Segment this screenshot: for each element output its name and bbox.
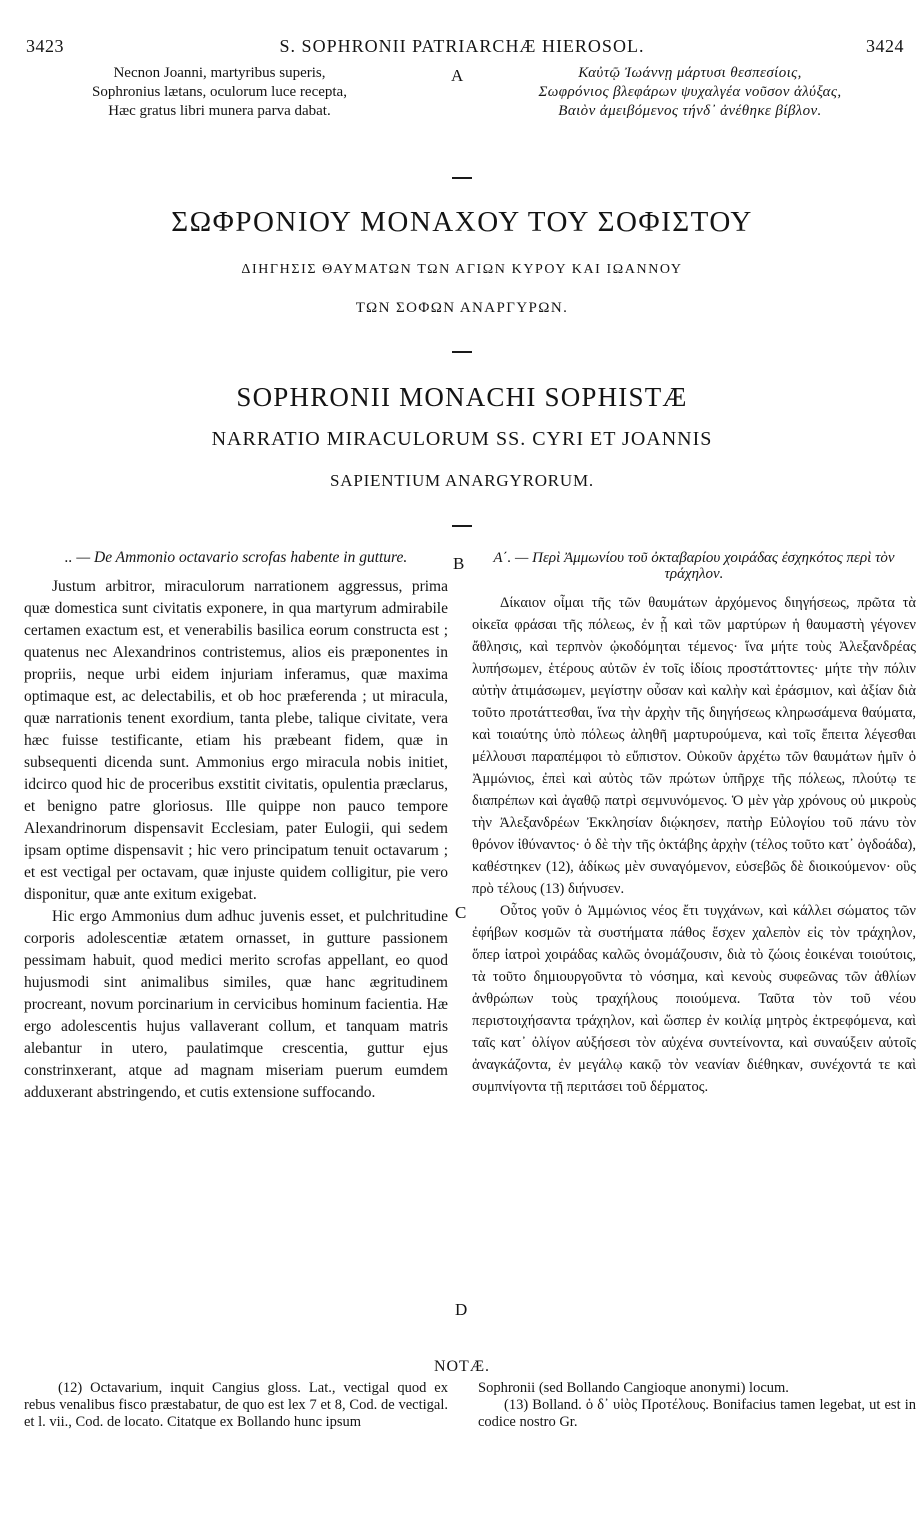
greek-dedication-poem <box>470 64 910 121</box>
latin-subtitle: SAPIENTIUM ANARGYRORUM. <box>330 471 594 490</box>
section-heading: .. — De Ammonio octavario scrofas habente in gutture. <box>64 549 408 566</box>
latin-subtitle: NARRATIO MIRACULORUM SS. CYRI ET JOANNIS <box>211 428 713 450</box>
margin-letter-b: B <box>453 554 465 573</box>
poem-line: Σωφρόνιος βλεφάρων ψυχαλγέα νοῦσον ἀλύξας, <box>538 84 842 100</box>
poem-line: Necnon Joanni, martyribus superis, <box>113 65 326 81</box>
greek-subtitle: ΔΙΗΓΗΣΙΣ ΘΑΥΜΑΤΩΝ ΤΩΝ ΑΓΙΩΝ ΚΥΡΟΥ ΚΑΙ ΙΩΑΝΝΟΥ <box>241 262 683 277</box>
divider-rule <box>452 177 472 179</box>
paragraph: Οὗτος γοῦν ὁ Ἀμμώνιος νέος ἔτι τυγχάνων, καὶ κάλλει σώματος τῶν ἐφήβων κοσμῶν τὰ συστήματα πάθος ἔσχεν χαλεπὸν εἰς τὸν τράχηλον, ὅπερ ἰατροὶ χοιράδας καλῶς ὀνομάζουσιν, διὰ τὸ ζώοις ἐοικέναι τοιούτοις, τὰ τοῦτο δημιουργοῦντα τὸ νόσημα, καὶ κενοὺς συφεῶνας τῶν ἀθλίων ἀνθρώπων τοὺς τραχήλους ποιούμενα. Ταῦτα τὸν τοῦ νέου περιστοιχήσαντα τράχηλον, καὶ ὥσπερ ἐν κοιλίᾳ μητρὸς ἐκτρεφόμενα, καὶ ταῖς κατ᾽ ὀλίγον αὐξήσεσι τὸν αὐχένα συντείνοντα, καὶ συναύξειν αὐτοῖς ἀναγκάζοντα, ἐν μεγάλῳ κακῷ τὸν νεανίαν διέθηκαν, συνέχοντά τε καὶ συμπνίγοντα τῇ περιτάσει τοῦ δέρματος. <box>472 903 916 1095</box>
footnote: (13) Bolland. ὁ δ᾽ υἱὸς Προτέλους. Bonifacius tamen legebat, ut est in codice nostro Gr. <box>478 1397 916 1430</box>
latin-main-title: SOPHRONII MONACHI SOPHISTÆ <box>236 382 688 412</box>
greek-main-title: ΣΩΦΡΟΝΙΟΥ ΜΟΝΑΧΟΥ ΤΟΥ ΣΟΦΙΣΤΟΥ <box>171 206 753 238</box>
margin-letter-c: C <box>455 903 467 922</box>
latin-text-column <box>24 550 448 1104</box>
poem-line: Sophronius lætans, oculorum luce recepta, <box>92 84 347 100</box>
margin-letter-a: A <box>451 66 464 85</box>
greek-subtitle: ΤΩΝ ΣΟΦΩΝ ΑΝΑΡΓΥΡΩΝ. <box>355 300 569 316</box>
poem-line: Hæc gratus libri munera parva dabat. <box>108 103 331 119</box>
greek-text-column <box>472 550 916 1098</box>
notes-right-column <box>478 1380 916 1431</box>
left-column-number: 3423 <box>26 36 64 56</box>
poem-line: Βαιὸν ἀμειβόμενος τήνδ᾽ ἀνέθηκε βίβλον. <box>558 103 822 119</box>
paragraph: Δίκαιον οἶμαι τῆς τῶν θαυμάτων ἀρχόμενος διηγήσεως, πρῶτα τὰ οἰκεῖα φράσαι τῆς πόλεως, ἐν ᾗ καὶ τῶν μαρτύρων ἡ θαυμαστὴ γέγονεν ἄθλησις, καὶ τερπνὸν ᾠκοδόμηται τέμενος· ἵνα μήτε τοὺς Ἀλεξανδρέας λυπήσωμεν, ἑτέρους αὐτῶν ἐν τοῖς ἰδίοις προστάττοντες· μήτε τὴν πόλιν αὐτὴν ἀτιμάσωμεν, μεγίστην οὖσαν καὶ καλὴν καὶ ἐράσμιον, καὶ ἀξίαν διὰ τοῦτο προτάττεσθαι, ἵνα τὴν ἀρχὴν τῆς διηγήσεως κληρωσάμενα θαύματα, καὶ τοιαύτης ὑπὸ πόλεως ἀληθῆ μαρτυρούμενα, καὶ τοῖς ἔπειτα λέγεσθαι μέλλουσι παραπέμφοι τὸ εὔπιστον. Οὐκοῦν ἀρχέτω τῶν θαυμάτων ἡμῖν ὁ Ἀμμώνιος, ἐπεὶ καὶ αὐτὸς τῶν πρώτων ὑπῆρχε τῆς πόλεως, πλούτῳ τε διαπρέπων καὶ ἀγαθῷ πατρὶ σεμνυνόμενος. Ὁ μὲν γὰρ χρόνους οὐ μικροὺς τὴν Ἀλεξανδρέων Ἐκκλησίαν διῴκησεν, πατὴρ Εὐλογίου τοῦ πάνυ τὸν θρόνον ἰθύναντος· ὁ δὲ τὴν τῆς ὀκτάβης ἀρχὴν (τέλος τοῦτο κατ᾽ ὀγδοάδα), καθέστηκεν (12), ἀδίκως μὲν συναγόμενον, εὐσεβῶς δὲ διοικούμενον· οὓς πρὸ τέλους (13) διήνυσεν. <box>472 595 916 897</box>
right-column-number: 3424 <box>866 36 904 56</box>
paragraph: Hic ergo Ammonius dum adhuc juvenis esset, et pulchritudine corporis adolescentiæ ætatem ornasset, in gutture passionem pessimam habuit, quod medici merito scrofas appellant, eo quod hujusmodi sint animalibus similes, quæ hanc ægritudinem procreant, novum porcinarium in cervicibus hominum facientia. Hæ ergo adolescentis hujus vallaverant collum, et tanquam matris alebantur in utero, paulatimque crescentia, guttur ejus constrinxerant, atque ad magnam miseriam puerum eumdem adduxerant abstringendo, et cutis extensione suffocando. <box>24 908 448 1101</box>
divider-rule <box>452 351 472 353</box>
divider-rule <box>452 525 472 527</box>
running-header <box>0 36 924 60</box>
latin-dedication-poem <box>22 64 417 121</box>
paragraph: Justum arbitror, miraculorum narrationem aggressus, prima quæ domestica sunt civitatis exponere, in qua martyrum admirabile certamen exactum est, et venerabilis basilica eorum constructa est ; quatenus nec Alexandrinos contristemus, alios eis præponentes in propriis, neque urbi eidem injuriam inferamus, quæ maxima optimaque est, ac delectabilis, et ob hoc præferenda ; ut miracula, quæ narrationis tenent exordium, tanta plebe, talique civitate, vera hæc fuisse testificante, etiam his præbeant fidem, quæ in subsequenti dicenda sunt. Ammonius ergo miracula nobis initiet, idcirco quod hic de proceribus exstitit civitatis, opulentia præclarus, et benigno patre gloriosus. Ille quippe non pauco tempore Alexandrinorum dispensavit Ecclesiam, pater Eulogii, qui sedem ipsam optime dispensavit ; hic vero principatum tenuit octavarum ; et est vectigal per octavam, quæ injuste quidem colligitur, pie vero disponitur, quæ ante exitum exigebat. <box>24 578 448 903</box>
notes-left-column <box>24 1380 448 1431</box>
running-title: S. SOPHRONII PATRIARCHÆ HIEROSOL. <box>279 36 645 56</box>
notes-heading: NOTÆ. <box>433 1358 491 1375</box>
footnote-continuation: Sophronii (sed Bollando Cangioque anonymi) locum. <box>478 1380 789 1396</box>
footnote: (12) Octavarium, inquit Cangius gloss. Lat., vectigal quod ex rebus venalibus fisco præstabatur, de quo est lex 7 et 8, Cod. de vectigal. et l. vii., Cod. de locato. Citatque ex Bollando hunc ipsum <box>24 1380 448 1430</box>
margin-letter-d: D <box>455 1300 468 1319</box>
section-heading: Α΄. — Περὶ Ἀμμωνίου τοῦ ὀκταβαρίου χοιράδας ἐσχηκότος περὶ τὸν τράχηλον. <box>493 550 895 582</box>
poem-line: Καὐτῷ Ἰωάννῃ μάρτυσι θεσπεσίοις, <box>578 65 802 81</box>
